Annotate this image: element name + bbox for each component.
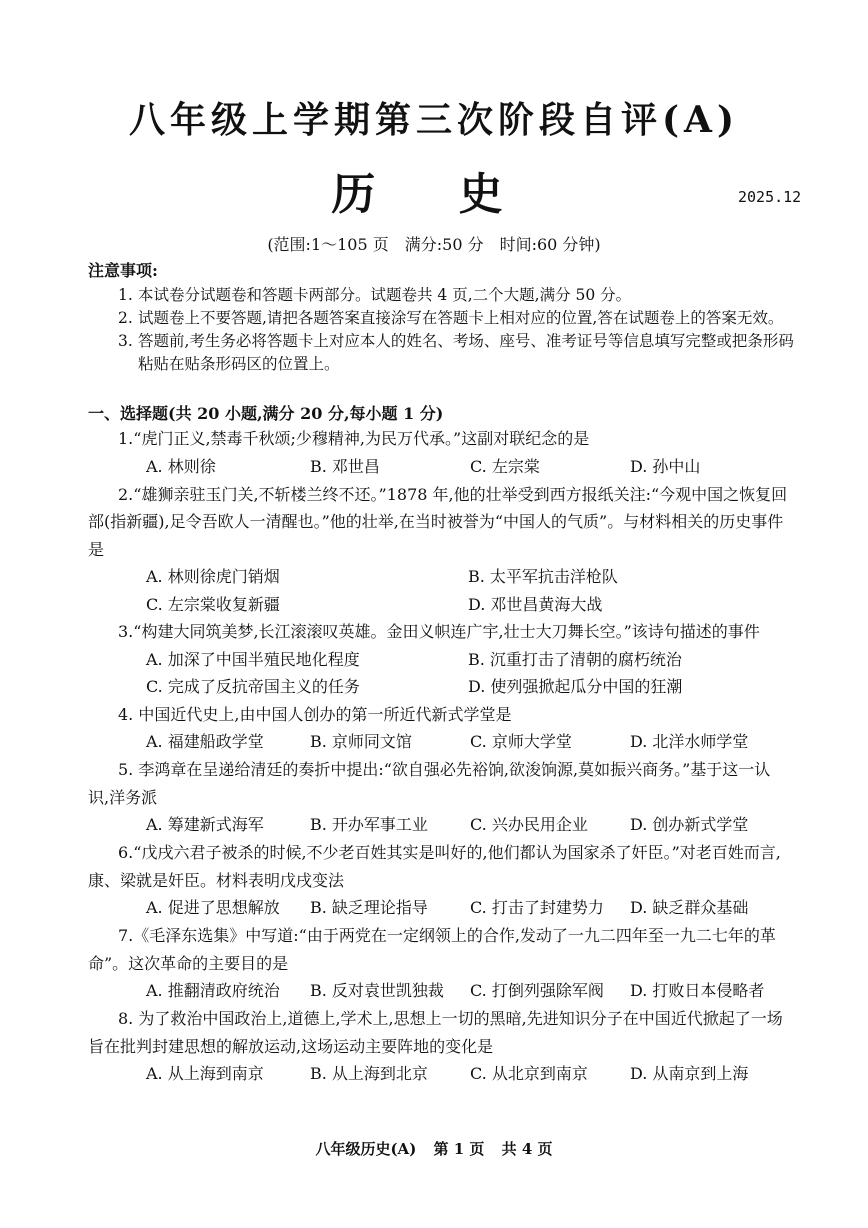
question-stem: 5. 李鸿章在呈递给清廷的奏折中提出:“欲自强必先裕饷,欲浚饷源,莫如振兴商务。”基于这一认识,洋务派 — [88, 760, 771, 807]
footer-page-number: 第 1 页 — [433, 1140, 485, 1158]
exam-range-info: (范围:1～105 页 满分:50 分 时间:60 分钟) — [267, 235, 601, 254]
option-b: B. 缺乏理论指导 — [310, 898, 428, 917]
option-d: D. 孙中山 — [630, 456, 701, 476]
option-a: A. 林则徐虎门销烟 — [146, 567, 280, 586]
question-stem: 4. 中国近代史上,由中国人创办的第一所近代新式学堂是 — [118, 704, 512, 724]
section-heading: 一、选择题(共 20 小题,满分 20 分,每小题 1 分) — [88, 404, 444, 423]
option-a: A. 林则徐 — [146, 456, 216, 476]
note-item — [118, 284, 798, 307]
option-d: D. 打败日本侵略者 — [630, 981, 765, 1000]
option-d: D. 北洋水师学堂 — [630, 732, 749, 751]
note-number: 2. — [118, 309, 133, 327]
question-stem: 3.“构建大同筑美梦,长江滚滚叹英雄。金田义帜连广宇,壮士大刀舞长空。”该诗句描述的事件 — [118, 622, 760, 641]
option-b: B. 从上海到北京 — [310, 1064, 428, 1083]
note-text: 试题卷上不要答题,请把各题答案直接涂写在答题卡上相对应的位置,答在试题卷上的答案无效。 — [138, 309, 784, 327]
option-a: A. 福建船政学堂 — [146, 732, 264, 751]
option-c: C. 从北京到南京 — [470, 1064, 588, 1083]
option-c: C. 打击了封建势力 — [470, 898, 604, 917]
option-row — [88, 1060, 788, 1088]
option-row — [88, 453, 788, 481]
option-row — [88, 646, 788, 701]
option-b: B. 沉重打击了清朝的腐朽统治 — [468, 649, 682, 669]
option-d: D. 使列强掀起瓜分中国的狂潮 — [468, 677, 683, 696]
question-stem: 2.“雄狮亲驻玉门关,不斩楼兰终不还。”1878 年,他的壮举受到西方报纸关注:“今观中国之恢复回部(指新疆),足令吾欧人一清醒也。”他的壮举,在当时被誉为“中国人的气质”。与材料相关的历史事件是 — [88, 484, 788, 559]
option-b: B. 开办军事工业 — [310, 815, 428, 834]
option-c: C. 打倒列强除军阀 — [470, 981, 604, 1000]
question-2 — [88, 481, 788, 619]
exam-date: 2025.12 — [738, 188, 802, 206]
note-number: 1. — [118, 286, 133, 304]
option-row — [88, 977, 788, 1005]
page-footer — [0, 1138, 868, 1159]
option-a: A. 推翻清政府统治 — [146, 981, 280, 1000]
question-7 — [88, 922, 788, 1005]
option-row — [88, 563, 788, 618]
option-d: D. 邓世昌黄海大战 — [468, 594, 603, 614]
question-stem: 6.“戊戌六君子被杀的时候,不少老百姓其实是叫好的,他们都认为国家杀了奸臣。”对老百姓而言,康、梁就是奸臣。材料表明戊戌变法 — [88, 843, 781, 890]
option-a: A. 从上海到南京 — [146, 1064, 264, 1083]
option-d: D. 创办新式学堂 — [630, 815, 749, 834]
option-row — [88, 894, 788, 922]
question-stem: 7.《毛泽东选集》中写道:“由于两党在一定纲领上的合作,发动了一九二四年至一九二七年的革命”。这次革命的主要目的是 — [88, 926, 776, 973]
option-b: B. 邓世昌 — [310, 456, 380, 476]
subject-title: 历 史 — [331, 169, 537, 220]
option-b: B. 反对袁世凯独裁 — [310, 981, 444, 1000]
option-c: C. 完成了反抗帝国主义的任务 — [146, 677, 360, 696]
question-stem: 8. 为了救治中国政治上,道德上,学术上,思想上一切的黑暗,先进知识分子在中国近代掀起了一场旨在批判封建思想的解放运动,这场运动主要阵地的变化是 — [88, 1009, 783, 1056]
option-c: C. 左宗棠收复新疆 — [146, 594, 280, 614]
question-list — [88, 425, 788, 1088]
question-stem: 1.“虎门正义,禁毒千秋颂;少穆精神,为民万代承。”这副对联纪念的是 — [118, 429, 590, 448]
option-b: B. 太平军抗击洋枪队 — [468, 567, 618, 586]
option-d: D. 缺乏群众基础 — [630, 898, 749, 917]
option-c: C. 左宗棠 — [470, 456, 540, 476]
option-row — [88, 811, 788, 839]
option-c: C. 京师大学堂 — [470, 732, 572, 751]
option-c: C. 兴办民用企业 — [470, 815, 588, 834]
question-5 — [88, 756, 788, 839]
question-6 — [88, 839, 788, 922]
note-item — [118, 330, 798, 376]
option-a: A. 加深了中国半殖民地化程度 — [146, 649, 360, 669]
note-text: 答题前,考生务必将答题卡上对应本人的姓名、考场、座号、准考证号等信息填写完整或把条形码粘贴在贴条形码区的位置上。 — [138, 332, 794, 373]
question-4 — [88, 701, 788, 757]
question-1 — [88, 425, 788, 481]
option-a: A. 促进了思想解放 — [146, 898, 280, 917]
notes-heading: 注意事项: — [88, 261, 158, 280]
note-text: 本试卷分试题卷和答题卡两部分。试题卷共 4 页,二个大题,满分 50 分。 — [138, 286, 632, 304]
notes-list — [118, 284, 798, 376]
option-d: D. 从南京到上海 — [630, 1064, 749, 1083]
question-8 — [88, 1005, 788, 1088]
note-number: 3. — [118, 332, 133, 350]
option-a: A. 筹建新式海军 — [146, 815, 264, 834]
option-row — [88, 728, 788, 756]
exam-title: 八年级上学期第三次阶段自评(A) — [129, 99, 739, 141]
footer-total-pages: 共 4 页 — [501, 1140, 553, 1158]
note-item — [118, 307, 798, 330]
option-b: B. 京师同文馆 — [310, 732, 412, 751]
question-3 — [88, 618, 788, 701]
footer-label: 八年级历史(A) — [315, 1140, 417, 1158]
